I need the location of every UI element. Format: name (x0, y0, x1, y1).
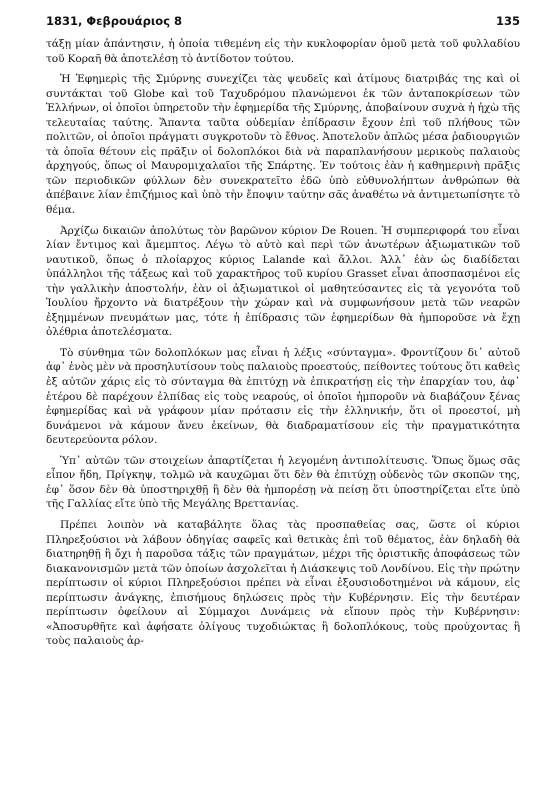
paragraph-3: Ἀρχίζω δικαιῶν ἀπολύτως τὸν βαρῶνον κύριον De Rouen. Ἡ συμπεριφορά του εἶναι λίαν ἔντιμος καὶ ἄμεμπτος. Λέγω τὸ αὐτὸ καὶ περὶ τῶν ἀνωτέρων ἀξιωματικῶν τοῦ ναυτικοῦ, ὅπως ὁ πλοίαρχος κύριος Lalande καὶ ἄλλοι. Ἀλλ᾽ ἐὰν ὡς διαδίδεται ὑπάλληλοι τῆς τάξεως καὶ τοῦ χαρακτῆρος τοῦ κυρίου Grasset εἶναι ἀποσπασμένοι εἰς τὴν γαλλικὴν ἀποστολήν, ἐὰν οἱ ἀξιωματικοὶ οἱ μαθητεύσαντες εἰς τὰ γεγονότα τοῦ Ἰουλίου ἤρχοντο νὰ διατρέξουν τὴν χώραν καὶ νὰ συμφωνήσουν μετὰ τῶν νεαρῶν ἐξημμένων πνευμάτων μας, τότε ἡ ἐπίδρασις τῶν ἐφημερίδων θὰ ἠμποροῦσε νὰ ἔχῃ ὀλέθρια ἀποτελέσματα. (46, 224, 520, 339)
paragraph-4: Τὸ σύνθημα τῶν δολοπλόκων μας εἶναι ἡ λέξις «σύνταγμα». Φροντίζουν δι᾽ αὐτοῦ ἀφ᾽ ἑνὸς μὲν νὰ προσηλυτίσουν τοὺς παλαιοὺς προεστούς, πείθοντες τούτους ὅτι καθεὶς ἐξ αὐτῶν χάρις εἰς τὸ σύνταγμα θὰ ἐπιτύχῃ νὰ ἐπικρατήσῃ εἰς τὴν ἐπαρχίαν του, ἀφ᾽ ἑτέρου δὲ παρέχουν ἐλπίδας εἰς τοὺς νεαρούς, οἱ ὁποῖοι ἠμποροῦν νὰ διαβάζουν ξένας ἐφημερίδας καὶ νὰ γράφουν μίαν πρότασιν εἰς τὴν ἑλληνικήν, ὅτι οἱ προεστοί, μὴ δυνάμενοι νὰ κάμουν ἄνευ ἐκείνων, θὰ διαδραματίσουν εἰς τὴν πραγματικότητα δευτερεύοντα ρόλον. (46, 346, 520, 447)
paragraph-2: Ἡ Ἐφημερὶς τῆς Σμύρνης συνεχίζει τὰς ψευδεῖς καὶ ἀτίμους διατριβάς της καὶ οἱ συντάκται τοῦ Globe καὶ τοῦ Ταχυδρόμου πλανώμενοι ἐκ τῶν ἀνταποκρίσεων τῶν Ἑλλήνων, οἱ ὁποῖοι ὑπηρετοῦν τὴν ἐφημερίδα τῆς Σμύρνης, ἀποβαίνουν συχνὰ ἡ ἠχὼ τῆς τελευταίας ταύτης. Ἅπαντα ταῦτα οὐδεμίαν ἐπίδρασιν ἔχουν ἐπὶ τοῦ πλήθους τῶν πολιτῶν, οἱ ὁποῖοι πράγματι συγκροτοῦν τὸ ἔθνος. Ἀποτελοῦν ἁπλῶς μέσα ῥαδιουργιῶν τὰ ὁποῖα θέτουν εἰς πρᾶξιν οἱ δολοπλόκοι διὰ νὰ παραπλανήσουν μερικοὺς παλαιοὺς ἀρχηγούς, ὅπως οἱ Μαυρομιχαλαῖοι τῆς Σπάρτης. Ἐν τούτοις ἐὰν ἡ καθημερινὴ πρᾶξις τῶν περιοδικῶν φύλλων δὲν συνεκρατεῖτο ἐδῶ ὑπὸ εὐθυνολήπτων ἀνθρώπων θὰ ἀπέβαινε λίαν ἐπιζήμιος καὶ ὑπὸ τὴν ἔποψιν ταύτην σᾶς ἀναθέτω νὰ ἀντιμετωπίσητε τὸ θέμα. (46, 73, 520, 217)
running-head (46, 14, 520, 28)
body-text (46, 37, 520, 649)
page-number: 135 (495, 14, 520, 28)
paragraph-5: Ὑπ᾽ αὐτῶν τῶν στοιχείων ἀπαρτίζεται ἡ λεγομένη ἀντιπολίτευσις. Ὅπως ὅμως σᾶς εἶπον ἤδη, Πρίγκηψ, τολμῶ νὰ καυχῶμαι ὅτι δὲν θὰ ἐπιτύχῃ οὐδενὸς τῶν σκοπῶν της, ἐφ᾽ ὅσον δὲν θὰ ὑποστηριχθῇ ἢ δὲν θὰ ἠμπορέσῃ νὰ πείσῃ ὅτι ὑποστηρίζεται εἴτε ὑπὸ τῆς Γαλλίας εἴτε ὑπὸ τῆς Μεγάλης Βρεττανίας. (46, 454, 520, 511)
paragraph-1: τάξῃ μίαν ἀπάντησιν, ἡ ὁποία τιθεμένη εἰς τὴν κυκλοφορίαν ὁμοῦ μετὰ τοῦ φυλλαδίου τοῦ Κοραῆ θὰ ἀποτελέσῃ τὸ ἀντίδοτον τούτου. (46, 38, 520, 65)
paragraph-6: Πρέπει λοιπὸν νὰ καταβάλητε ὅλας τὰς προσπαθείας σας, ὥστε οἱ κύριοι Πληρεξούσιοι νὰ λάβουν ὁδηγίας σαφεῖς καὶ θετικὰς ἐπὶ τοῦ θέματος, ἐὰν δηλαδὴ θὰ διατηρηθῇ ἢ ὄχι ἡ παροῦσα τάξις τῶν πραγμάτων, μέχρι τῆς ὁριστικῆς ἀποφάσεως τῶν διακανονισμῶν μετὰ τῶν ὁποίων ἀσχολεῖται ἡ Διάσκεψις τοῦ Λονδίνου. Εἰς τὴν πρώτην περίπτωσιν οἱ κύριοι Πληρεξούσιοι πρέπει νὰ εἶναι ἐξουσιοδοτημένοι νὰ κάμουν, εἰς περίπτωσιν ἀνάγκης, ἐπισήμους δηλώσεις πρὸς τὴν Κυβέρνησιν. Εἰς τὴν δευτέραν περίπτωσιν ὀφείλουν αἱ Σύμμαχοι Δυνάμεις νὰ εἴπουν πρὸς τὴν Κυβέρνησιν: «Ἀποσυρθῆτε καὶ ἀφήσατε ὀλίγους τυχοδιώκτας ἢ δολοπλόκους, τοὺς προύχοντας ἢ τοὺς παλαιοὺς ἀρ- (46, 518, 520, 648)
running-head-date: 1831, Φεβρουάριος 8 (46, 14, 183, 28)
document-page (46, 14, 520, 649)
